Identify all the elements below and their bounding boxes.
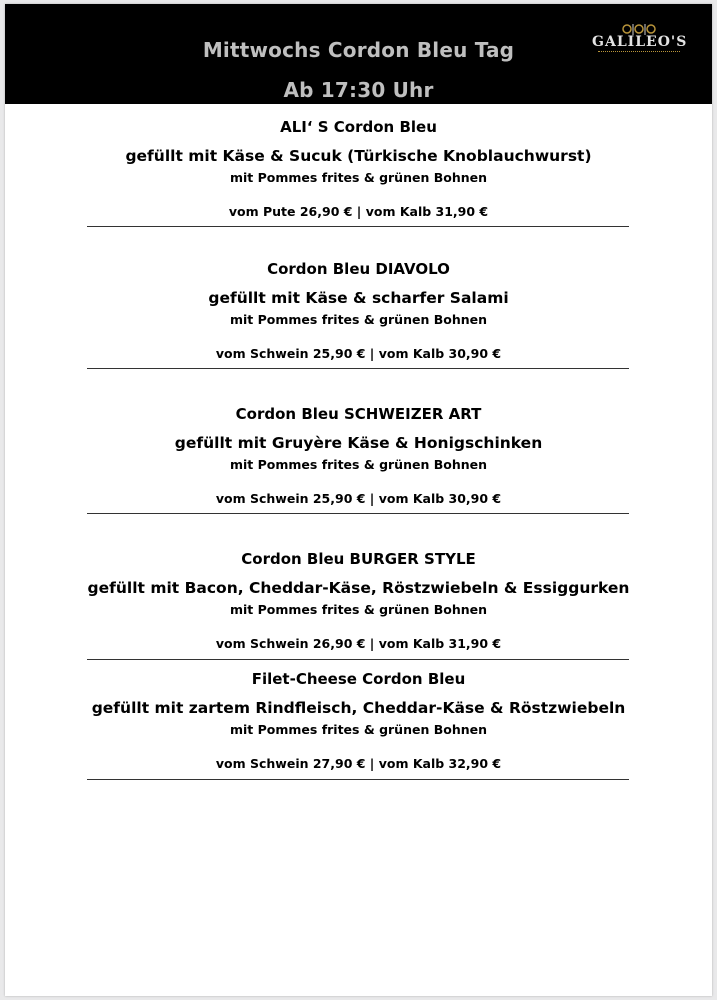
item-filling: gefüllt mit Käse & Sucuk (Türkische Knoblauchwurst) <box>125 147 592 165</box>
item-name: Cordon Bleu BURGER STYLE <box>241 550 476 568</box>
item-filling: gefüllt mit zartem Rindfleisch, Cheddar-Käse & Röstzwiebeln <box>91 699 626 717</box>
divider <box>87 659 629 660</box>
divider <box>87 368 629 369</box>
item-filling: gefüllt mit Gruyère Käse & Honigschinken <box>174 434 543 452</box>
restaurant-logo <box>592 24 686 56</box>
item-filling: gefüllt mit Bacon, Cheddar-Käse, Röstzwiebeln & Essiggurken <box>87 579 630 597</box>
item-price: vom Schwein 25,90 € | vom Kalb 30,90 € <box>215 491 502 506</box>
item-name: ALI‘ S Cordon Bleu <box>280 118 437 136</box>
menu-item <box>5 116 712 222</box>
menu-page <box>5 4 712 996</box>
divider <box>87 513 629 514</box>
item-filling: gefüllt mit Käse & scharfer Salami <box>208 289 509 307</box>
menu-item <box>5 668 712 774</box>
divider <box>87 779 629 780</box>
page-title: Mittwochs Cordon Bleu Tag <box>202 38 515 62</box>
item-sides: mit Pommes frites & grünen Bohnen <box>229 312 488 327</box>
item-sides: mit Pommes frites & grünen Bohnen <box>229 722 488 737</box>
logo-text: GALILEO'S <box>592 34 688 50</box>
item-sides: mit Pommes frites & grünen Bohnen <box>229 457 488 472</box>
item-name: Cordon Bleu DIAVOLO <box>267 260 450 278</box>
item-price: vom Schwein 27,90 € | vom Kalb 32,90 € <box>215 756 502 771</box>
item-sides: mit Pommes frites & grünen Bohnen <box>229 170 488 185</box>
item-name: Filet-Cheese Cordon Bleu <box>251 670 466 688</box>
item-price: vom Pute 26,90 € | vom Kalb 31,90 € <box>228 204 489 219</box>
menu-item <box>5 258 712 364</box>
header-banner <box>5 4 712 104</box>
menu-item <box>5 403 712 509</box>
menu-item <box>5 548 712 654</box>
item-price: vom Schwein 26,90 € | vom Kalb 31,90 € <box>215 636 502 651</box>
item-name: Cordon Bleu SCHWEIZER ART <box>235 405 482 423</box>
item-price: vom Schwein 25,90 € | vom Kalb 30,90 € <box>215 346 502 361</box>
divider <box>87 226 629 227</box>
page-subtitle: Ab 17:30 Uhr <box>283 78 434 102</box>
item-sides: mit Pommes frites & grünen Bohnen <box>229 602 488 617</box>
logo-underline <box>598 51 680 54</box>
